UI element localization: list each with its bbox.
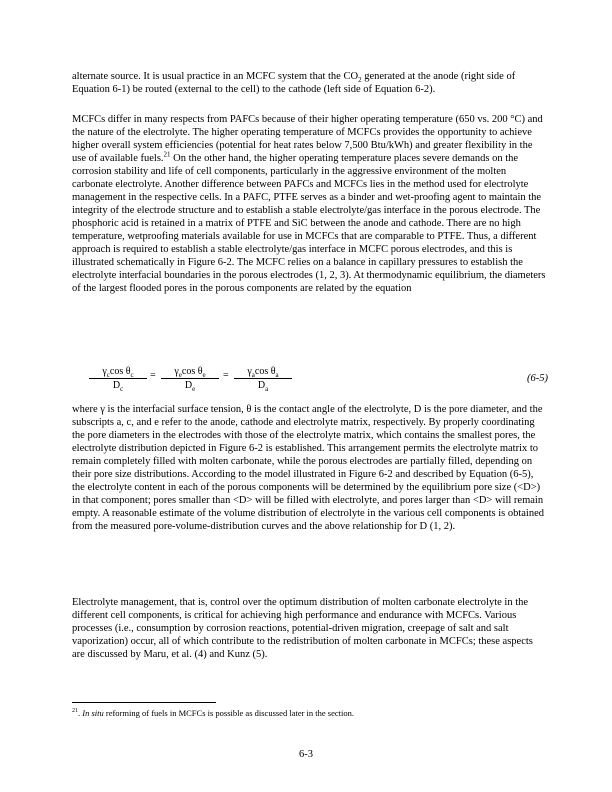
equation-term-anode [234, 366, 292, 393]
term-numerator [234, 366, 292, 379]
term-denominator [161, 379, 219, 393]
diameter-subscript: e [192, 385, 196, 393]
equation-term-cathode [89, 366, 147, 393]
footnote-italic: In situ [82, 708, 104, 718]
diameter-subscript: a [265, 385, 269, 393]
term-numerator [89, 366, 147, 379]
theta-subscript: e [202, 371, 206, 379]
diameter-symbol: D [184, 380, 193, 391]
footnote-reference-21: 21 [163, 150, 171, 159]
theta-subscript: c [130, 371, 134, 379]
paragraph-electrolyte-management: Electrolyte management, that is, control over the optimum distribution of molten carbonate electrolyte in the different cell components, is critical for achieving high performance and endurance with MCFCs. Various processes (i.e., consumption by corrosion reactions, potential-driven migration, creepage of salt and salt vaporization) occur, all of which contribute to the redistribution of molten carbonate in MCFCs; these aspects are discussed by Maru, et al. (4) and Kunz (5). [72, 597, 533, 660]
equals-sign: = [223, 370, 229, 381]
diameter-symbol: D [112, 380, 121, 391]
paragraph-mcfc-vs-pafc [72, 113, 548, 295]
gamma-symbol: γ [102, 366, 107, 377]
page-number: 6-3 [299, 749, 313, 760]
gamma-symbol: γ [174, 366, 179, 377]
co2-subscript: 2 [358, 76, 362, 85]
diameter-symbol: D [257, 380, 266, 391]
footnote-mark: 21 [72, 708, 78, 715]
term-denominator [89, 379, 147, 393]
footnote-divider [72, 702, 216, 703]
paragraph-equation-explanation: where γ is the interfacial surface tension, θ is the contact angle of the electrolyte, D is the pore diameter, and the subscripts a, c, and e refer to the anode, cathode and electrolyte matrix, respectively. By properly coordinating the pore diameters in the electrodes with those of the electrolyte matrix, which contains the smallest pores, the electrolyte distribution depicted in Figure 6-2 is established. This arrangement permits the electrolyte matrix to remain completely filled with molten carbonate, while the porous electrodes are partially filled, depending on their pore size distributions. According to the model illustrated in Figure 6-2 and described by Equation (6-5), the electrolyte content in each of the porous components will be determined by the equilibrium pore size (<D>) in that component; pores smaller than <D> will be filled with electrolyte, and pores larger than <D> will remain empty. A reasonable estimate of the volume distribution of electrolyte in the various cell components is obtained from the measured pore-volume-distribution curves and the above relationship for D (1, 2). [72, 404, 544, 532]
gamma-symbol: γ [247, 366, 252, 377]
cos-theta: cos θ [181, 366, 203, 377]
paragraph1-text-a: alternate source. It is usual practice in an MCFC system that the CO [72, 71, 359, 82]
cos-theta: cos θ [109, 366, 131, 377]
paragraph2-text-b: On the other hand, the higher operating temperature places severe demands on the corrosion stability and life of cell components, particularly in the aggressive environment of the molten carbonate electrolyte. Another difference between PAFCs and MCFCs lies in the method used for electrolyte management in the respective cells. In a PAFC, PTFE serves as a binder and wet-proofing agent to maintain the integrity of the electrode structure and to establish a stable electrolyte/gas interface in the porous electrode. The phosphoric acid is retained in a matrix of PTFE and SiC between the anode and cathode. There are no high temperature, wetproofing materials available for use in MCFCs that are comparable to PTFE. Thus, a different approach is required to establish a stable electrolyte/gas interface in MCFC porous electrodes, and this is illustrated schematically in Figure 6-2. The MCFC relies on a balance in capillary pressures to establish the electrolyte interfacial boundaries in the porous electrodes (1, 2, 3). At thermodynamic equilibrium, the diameters of the largest flooded pores in the porous components are related by the equation [72, 153, 546, 294]
gamma-subscript: e [178, 371, 182, 379]
gamma-subscript: c [106, 371, 110, 379]
term-numerator [161, 366, 219, 379]
equation-number: (6-5) [527, 373, 548, 384]
theta-subscript: a [275, 371, 279, 379]
cos-theta: cos θ [254, 366, 276, 377]
paragraph2-text-a: MCFCs differ in many respects from PAFCs because of their higher operating temperature (650 vs. 200 °C) and the nature of the electrolyte. The higher operating temperature of MCFCs provides the opportunity to achieve higher overall system efficiencies (potential for heat rates below 7,500 Btu/kWh) and greater flexibility in the use of available fuels. [72, 114, 543, 164]
term-denominator [234, 379, 292, 393]
equals-sign: = [150, 370, 156, 381]
diameter-subscript: c [120, 385, 124, 393]
paragraph1-text-b: generated at the anode (right side of Equation 6-1) be routed (external to the cell) to the cathode (left side of Equation 6-2). [72, 71, 516, 95]
paragraph-co2-routing [72, 70, 548, 96]
equation-6-5 [89, 366, 548, 396]
gamma-subscript: a [251, 371, 255, 379]
footnote-text: reforming of fuels in MCFCs is possible as discussed later in the section. [103, 708, 354, 718]
equation-term-electrolyte [161, 366, 219, 393]
footnote-21 [72, 708, 548, 719]
footnote-lead: . [78, 708, 83, 718]
